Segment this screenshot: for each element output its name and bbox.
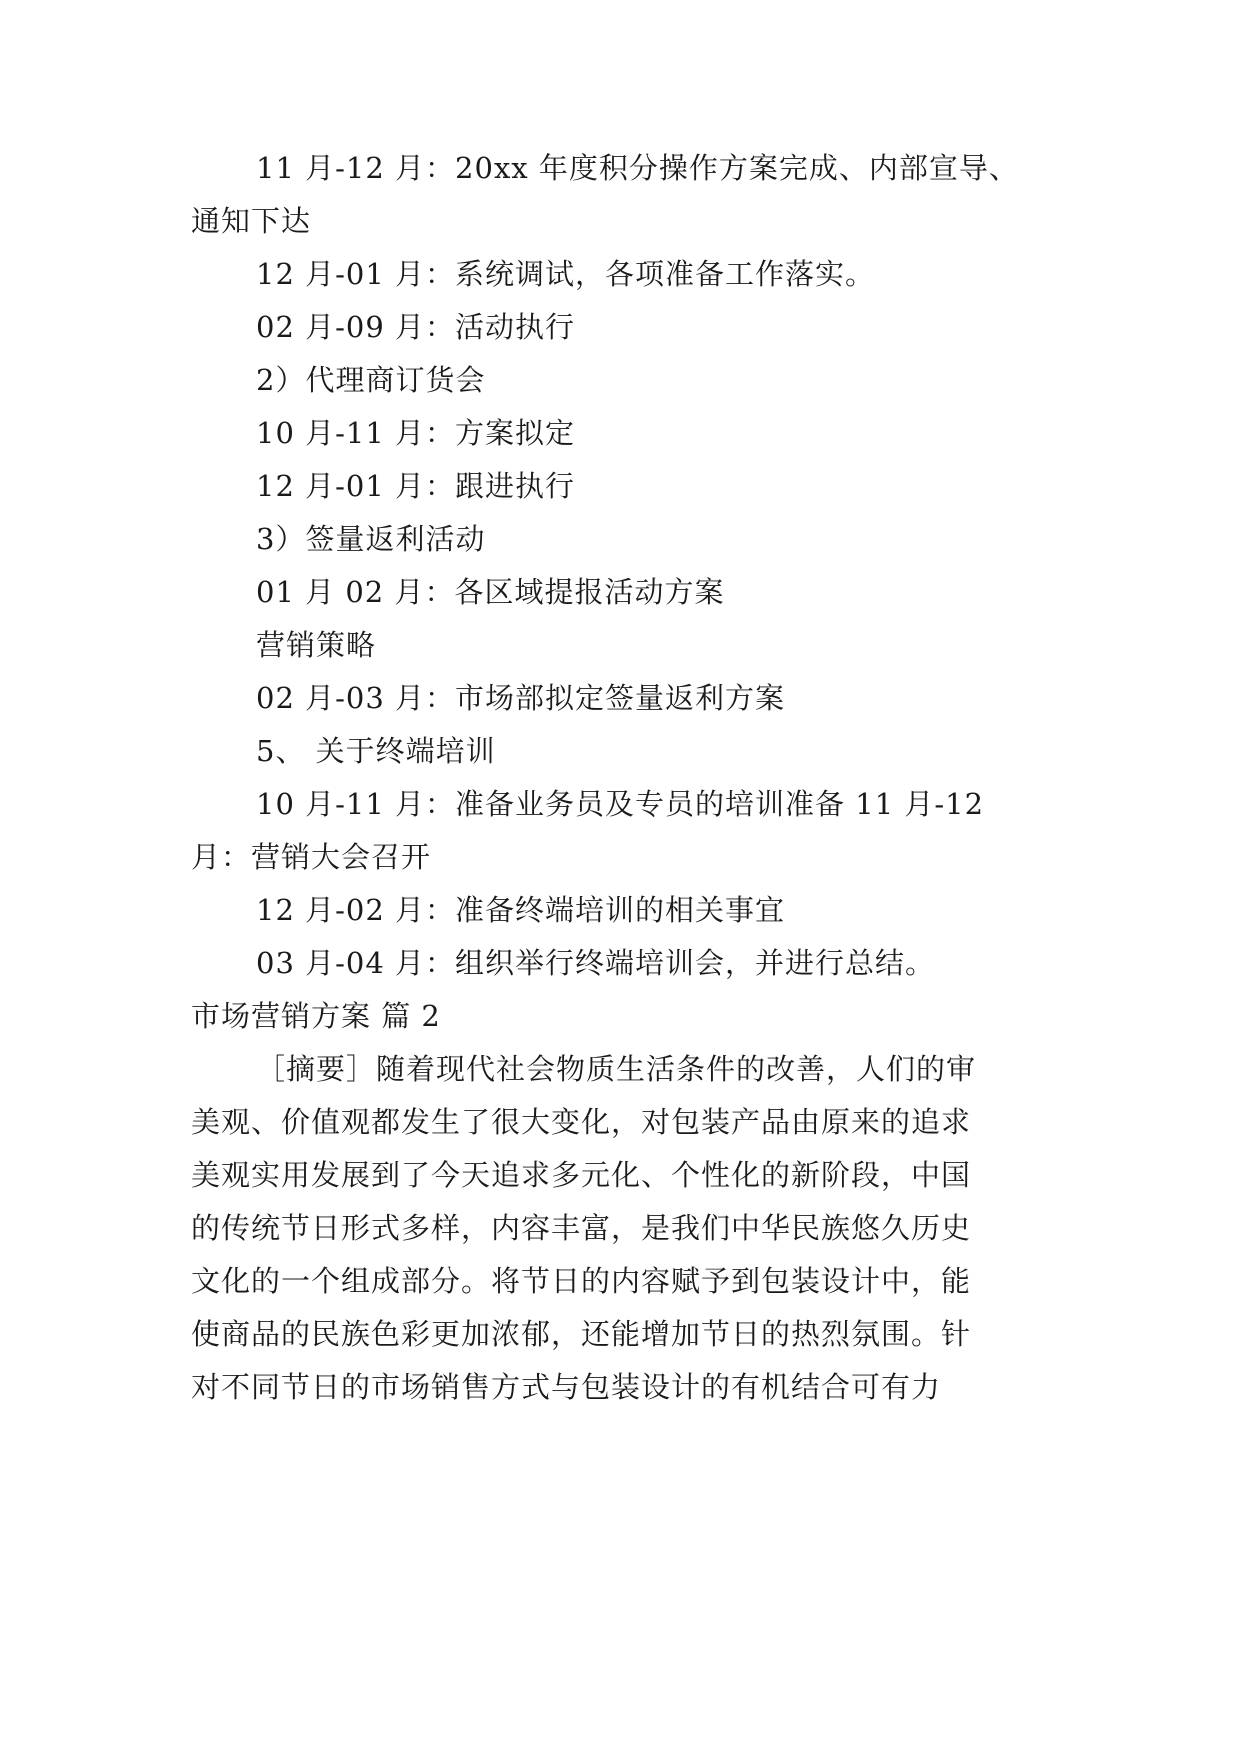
text-line: 文化的一个组成部分。将节日的内容赋予到包装设计中，能 (191, 1264, 972, 1298)
section-heading: 市场营销方案 篇 2 (191, 999, 441, 1033)
text-line: 3）签量返利活动 (256, 522, 486, 556)
text-line: 10 月-11 月：方案拟定 (256, 416, 576, 450)
text-line: 使商品的民族色彩更加浓郁，还能增加节日的热烈氛围。针 (191, 1317, 972, 1351)
text-line: ［摘要］随着现代社会物质生活条件的改善，人们的审 (256, 1052, 977, 1086)
text-line: 对不同节日的市场销售方式与包装设计的有机结合可有力 (191, 1370, 942, 1404)
text-line: 2）代理商订货会 (256, 363, 486, 397)
text-line: 02 月-09 月：活动执行 (256, 310, 576, 344)
text-line: 的传统节日形式多样，内容丰富，是我们中华民族悠久历史 (191, 1211, 972, 1245)
text-line: 月：营销大会召开 (191, 840, 432, 874)
text-line: 美观、价值观都发生了很大变化，对包装产品由原来的追求 (191, 1105, 972, 1139)
text-line: 美观实用发展到了今天追求多元化、个性化的新阶段，中国 (191, 1158, 972, 1192)
text-line: 营销策略 (256, 628, 377, 662)
text-line: 03 月-04 月：组织举行终端培训会，并进行总结。 (256, 946, 936, 980)
text-line: 12 月-02 月：准备终端培训的相关事宜 (256, 893, 786, 927)
text-line: 12 月-01 月：跟进执行 (256, 469, 576, 503)
text-line: 01 月 02 月：各区域提报活动方案 (256, 575, 725, 609)
text-line: 12 月-01 月：系统调试，各项准备工作落实。 (256, 257, 876, 291)
text-line: 通知下达 (191, 204, 312, 238)
text-line: 5、 关于终端培训 (256, 734, 496, 768)
text-line: 11 月-12 月：20xx 年度积分操作方案完成、内部宣导、 (256, 151, 1019, 185)
text-line: 02 月-03 月：市场部拟定签量返利方案 (256, 681, 786, 715)
text-line: 10 月-11 月：准备业务员及专员的培训准备 11 月-12 (256, 787, 985, 821)
